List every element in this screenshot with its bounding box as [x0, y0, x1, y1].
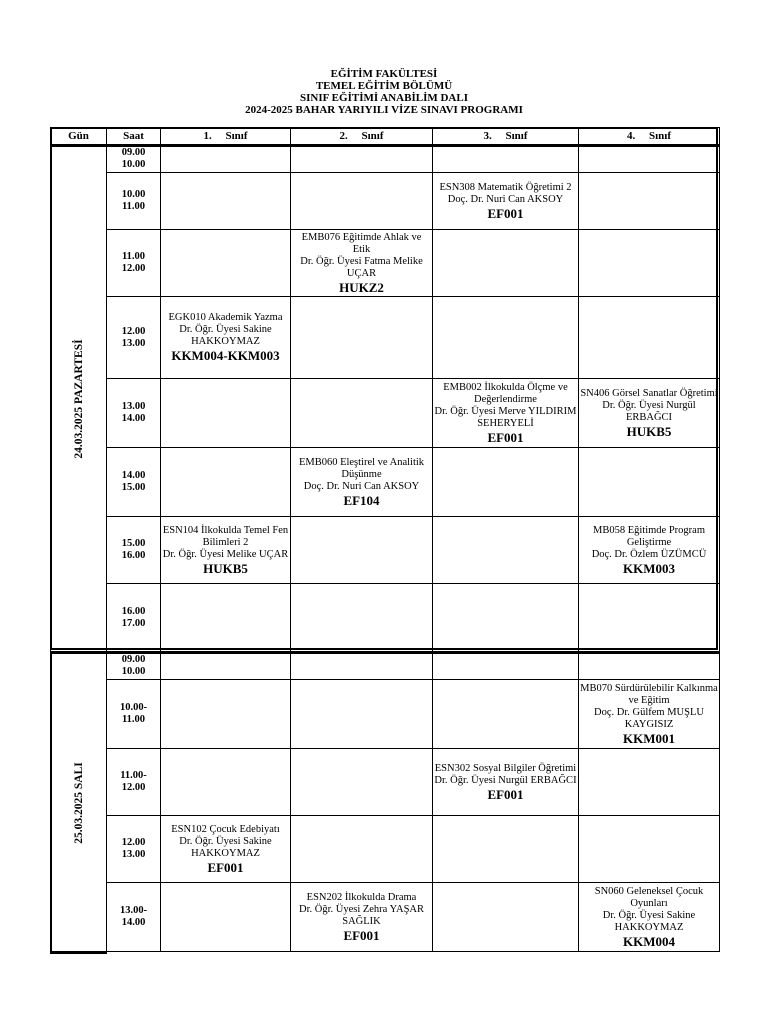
time-slot-cell: [107, 653, 161, 680]
table-row: [51, 883, 720, 952]
exam-cell-class-3: [433, 448, 579, 517]
exam-cell-class-4: [579, 230, 720, 297]
time-end: 11.00: [121, 201, 146, 212]
exam-cell-class-2: [291, 448, 433, 517]
exam-cell-class-3: [433, 653, 579, 680]
course-name: SN406 Görsel Sanatlar Öğretimi: [580, 387, 718, 399]
table-row: [51, 448, 720, 517]
day-label: 25.03.2025 SALI: [72, 761, 85, 844]
exam-cell-class-1: [161, 749, 291, 816]
time-slot-cell: [107, 584, 161, 653]
column-header-day: Gün: [51, 128, 107, 146]
exam-cell-class-3: [433, 173, 579, 230]
time-slot-cell: [107, 517, 161, 584]
instructor-name: Dr. Öğr. Üyesi Fatma Melike UÇAR: [300, 255, 423, 279]
exam-cell-class-2: [291, 146, 433, 173]
exam-cell-class-2: [291, 883, 433, 952]
course-name: MB070 Sürdürülebilir Kalkınma ve Eğitim: [580, 682, 718, 706]
instructor-name: Dr. Öğr. Üyesi Sakine HAKKOYMAZ: [602, 909, 696, 933]
exam-schedule-table: [50, 127, 720, 952]
course-name: EMB060 Eleştirel ve Analitik Düşünme: [298, 456, 425, 480]
exam-cell-class-2: [291, 379, 433, 448]
instructor-name: Doç. Dr. Nuri Can AKSOY: [447, 193, 564, 205]
day-label: 24.03.2025 PAZARTESİ: [72, 339, 85, 459]
exam-cell-class-3: [433, 816, 579, 883]
time-end: 10.00: [121, 666, 146, 677]
time-end: 11.00: [121, 714, 146, 725]
exam-cell-class-2: [291, 230, 433, 297]
exam-cell-class-1: [161, 816, 291, 883]
time-start: 13.00-: [119, 905, 148, 916]
division-title: SINIF EĞİTİMİ ANABİLİM DALI: [300, 92, 468, 104]
instructor-name: Dr. Öğr. Üyesi Melike UÇAR: [162, 548, 289, 560]
time-start: 09.00: [121, 654, 146, 665]
room-code: EF001: [207, 859, 244, 875]
instructor-name: Doç. Dr. Özlem ÜZÜMCÜ: [591, 548, 707, 560]
table-row: [51, 816, 720, 883]
instructor-name: Dr. Öğr. Üyesi Nurgül ERBAĞCI: [434, 774, 577, 786]
exam-cell-class-4: [579, 584, 720, 653]
time-start: 10.00-: [119, 702, 148, 713]
exam-cell-class-1: [161, 146, 291, 173]
course-name: ESN308 Matematik Öğretimi 2: [439, 181, 572, 193]
exam-cell-class-4: [579, 517, 720, 584]
table-row: [51, 230, 720, 297]
time-start: 10.00: [121, 189, 146, 200]
time-end: 14.00: [121, 413, 146, 424]
room-code: KKM004: [623, 933, 675, 949]
exam-cell-class-3: [433, 584, 579, 653]
time-slot-cell: [107, 379, 161, 448]
course-name: ESN202 İlkokulda Drama: [306, 891, 417, 903]
time-end: 17.00: [121, 617, 146, 629]
time-start: 13.00: [121, 401, 146, 412]
exam-cell-class-1: [161, 653, 291, 680]
exam-cell-class-3: [433, 146, 579, 173]
table-row: [51, 584, 720, 653]
room-code: EF001: [487, 429, 524, 445]
exam-cell-class-4: [579, 448, 720, 517]
exam-cell-class-4: [579, 379, 720, 448]
department-title: TEMEL EĞİTİM BÖLÜMÜ: [315, 80, 453, 92]
exam-cell-class-2: [291, 173, 433, 230]
exam-cell-class-4: [579, 749, 720, 816]
table-row: [51, 653, 720, 680]
table-row: [51, 173, 720, 230]
time-slot-cell: [107, 297, 161, 379]
course-name: EGK010 Akademik Yazma: [168, 312, 283, 323]
column-header-class-4: 4. Sınıf: [579, 128, 720, 146]
time-slot-cell: [107, 230, 161, 297]
course-name: EMB076 Eğitimde Ahlak ve Etik: [301, 231, 422, 255]
exam-cell-class-1: [161, 883, 291, 952]
table-row: [51, 680, 720, 749]
room-code: KKM004-KKM003: [171, 348, 280, 363]
exam-cell-class-4: [579, 883, 720, 952]
time-start: 14.00: [121, 470, 146, 481]
exam-cell-class-4: [579, 653, 720, 680]
room-code: HUKZ2: [339, 279, 384, 295]
exam-cell-class-1: [161, 379, 291, 448]
faculty-title: EĞİTİM FAKÜLTESİ: [330, 68, 438, 80]
table-row: [51, 749, 720, 816]
day-cell: [51, 146, 107, 653]
time-end: 12.00: [121, 263, 146, 274]
column-header-class-3: 3. Sınıf: [433, 128, 579, 146]
exam-cell-class-2: [291, 749, 433, 816]
room-code: EF001: [343, 927, 380, 943]
instructor-name: Dr. Öğr. Üyesi Sakine HAKKOYMAZ: [179, 835, 272, 859]
time-slot-cell: [107, 883, 161, 952]
day-cell: [51, 653, 107, 952]
instructor-name: Dr. Öğr. Üyesi Sakine HAKKOYMAZ: [179, 324, 272, 347]
exam-cell-class-2: [291, 653, 433, 680]
room-code: EF001: [487, 786, 524, 802]
exam-cell-class-2: [291, 680, 433, 749]
time-start: 12.00: [121, 837, 146, 848]
table-row: [51, 517, 720, 584]
instructor-name: Dr. Öğr. Üyesi Merve YILDIRIM SEHERYELİ: [434, 405, 577, 429]
time-end: 15.00: [121, 482, 146, 493]
exam-cell-class-3: [433, 749, 579, 816]
course-name: ESN302 Sosyal Bilgiler Öğretimi: [434, 762, 577, 774]
table-row: [51, 297, 720, 379]
exam-cell-class-2: [291, 517, 433, 584]
exam-cell-class-4: [579, 680, 720, 749]
exam-cell-class-4: [579, 297, 720, 379]
time-slot-cell: [107, 816, 161, 883]
exam-cell-class-1: [161, 680, 291, 749]
column-header-class-2: 2. Sınıf: [291, 128, 433, 146]
room-code: KKM001: [623, 730, 675, 746]
course-name: MB058 Eğitimde Program Geliştirme: [593, 524, 705, 548]
room-code: HUKB5: [203, 560, 248, 576]
time-end: 13.00: [121, 337, 146, 349]
instructor-name: Dr. Öğr. Üyesi Nurgül ERBAĞCI: [602, 399, 696, 423]
course-name: ESN102 Çocuk Edebiyatı: [171, 823, 280, 835]
column-header-class-1: 1. Sınıf: [161, 128, 291, 146]
time-start: 15.00: [121, 538, 146, 549]
exam-cell-class-1: [161, 448, 291, 517]
time-start: 09.00: [121, 147, 146, 158]
exam-cell-class-1: [161, 297, 291, 379]
time-slot-cell: [107, 448, 161, 517]
time-slot-cell: [107, 146, 161, 173]
exam-cell-class-4: [579, 816, 720, 883]
program-title: 2024-2025 BAHAR YARIYILI VİZE SINAVI PROGRAMI: [245, 104, 523, 116]
table-row: [51, 146, 720, 173]
exam-cell-class-1: [161, 230, 291, 297]
time-slot-cell: [107, 749, 161, 816]
table-header-row: [51, 128, 720, 146]
exam-cell-class-4: [579, 146, 720, 173]
time-end: 14.00: [121, 917, 146, 928]
time-start: 11.00-: [120, 770, 147, 781]
time-end: 16.00: [121, 550, 146, 561]
instructor-name: Doç. Dr. Gülfem MUŞLU KAYGISIZ: [594, 706, 704, 730]
time-slot-cell: [107, 173, 161, 230]
time-start: 16.00: [121, 605, 146, 617]
time-slot-cell: [107, 680, 161, 749]
exam-cell-class-2: [291, 297, 433, 379]
room-code: EF104: [343, 492, 380, 508]
exam-cell-class-1: [161, 173, 291, 230]
exam-cell-class-1: [161, 584, 291, 653]
exam-cell-class-3: [433, 883, 579, 952]
instructor-name: Doç. Dr. Nuri Can AKSOY: [303, 480, 420, 492]
course-name: EMB002 İlkokulda Ölçme ve Değerlendirme: [443, 381, 568, 405]
time-start: 12.00: [121, 325, 146, 337]
exam-cell-class-4: [579, 173, 720, 230]
room-code: EF001: [487, 205, 524, 221]
column-header-time: Saat: [107, 128, 161, 146]
table-row: [51, 379, 720, 448]
course-name: ESN104 İlkokulda Temel Fen Bilimleri 2: [162, 524, 289, 548]
exam-cell-class-3: [433, 379, 579, 448]
exam-cell-class-3: [433, 517, 579, 584]
exam-cell-class-3: [433, 680, 579, 749]
course-name: SN060 Geleneksel Çocuk Oyunları: [594, 885, 704, 909]
time-end: 13.00: [121, 849, 146, 860]
time-start: 11.00: [121, 251, 146, 262]
exam-cell-class-1: [161, 517, 291, 584]
exam-cell-class-2: [291, 816, 433, 883]
time-end: 12.00: [121, 782, 146, 793]
instructor-name: Dr. Öğr. Üyesi Zehra YAŞAR SAĞLIK: [298, 903, 424, 927]
exam-cell-class-2: [291, 584, 433, 653]
room-code: KKM003: [623, 560, 675, 576]
exam-cell-class-3: [433, 230, 579, 297]
exam-cell-class-3: [433, 297, 579, 379]
time-end: 10.00: [121, 159, 146, 170]
room-code: HUKB5: [626, 423, 672, 439]
